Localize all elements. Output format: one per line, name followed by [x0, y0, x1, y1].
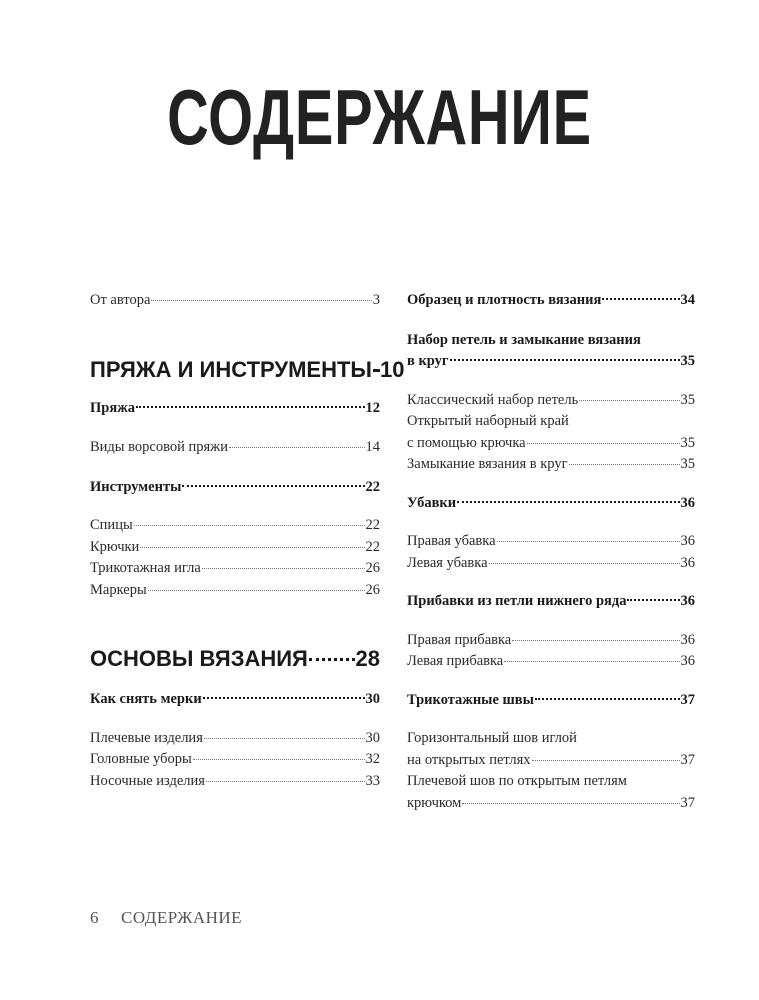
toc-item-open-edge[interactable]: с помощью крючка 35	[407, 434, 695, 451]
leader-dots	[512, 640, 679, 641]
toc-item-join-round[interactable]: Замыкание вязания в круг 35	[407, 456, 695, 472]
toc-item-shoulder-seam[interactable]: крючком 37	[407, 794, 695, 811]
toc-item-knitting-needle[interactable]: Трикотажная игла 26	[90, 560, 380, 576]
toc-chapter-yarn-tools[interactable]: ПРЯЖА И ИНСТРУМЕНТЫ 10	[90, 356, 405, 382]
toc-item-sock-garments[interactable]: Носочные изделия 33	[90, 772, 380, 789]
toc-section-decreases[interactable]: Убавки 36	[407, 494, 695, 511]
leader-dots	[148, 590, 365, 591]
toc-section-caston[interactable]: в круг 35	[407, 353, 695, 369]
leader-dots	[309, 658, 355, 661]
toc-item-needles[interactable]: Спицы 22	[90, 517, 380, 533]
toc-section-increases[interactable]: Прибавки из петли нижнего ряда 36	[407, 593, 695, 609]
toc-item-headwear[interactable]: Головные уборы 32	[90, 751, 380, 767]
toc-section-yarn[interactable]: Пряжа 12	[90, 399, 380, 416]
toc-item-markers[interactable]: Маркеры 26	[90, 581, 380, 598]
leader-dots	[204, 738, 365, 739]
toc-section-tools[interactable]: Инструменты 22	[90, 478, 380, 495]
toc-item-hooks[interactable]: Крючки 22	[90, 538, 380, 555]
toc-section-measurements[interactable]: Как снять мерки 30	[90, 691, 380, 707]
leader-dots	[527, 443, 680, 444]
leader-dots	[497, 541, 680, 542]
toc-section-seams[interactable]: Трикотажные швы 37	[407, 691, 695, 708]
page-number: 6	[90, 908, 99, 927]
running-title: СОДЕРЖАНИЕ	[121, 908, 243, 927]
toc-item-author[interactable]: От автора 3	[90, 292, 380, 308]
leader-dots	[535, 698, 680, 700]
leader-dots	[182, 485, 364, 487]
leader-dots	[450, 359, 680, 361]
leader-dots	[202, 568, 365, 569]
toc-item-horizontal-seam-line1[interactable]: Горизонтальный шов иглой	[407, 730, 577, 746]
leader-dots	[134, 525, 365, 526]
leader-dots	[627, 599, 679, 601]
toc-item-shoulder-seam-line1[interactable]: Плечевой шов по открытым петлям	[407, 773, 627, 789]
leader-dots	[193, 759, 365, 760]
leader-dots	[136, 406, 365, 408]
leader-dots	[140, 547, 364, 548]
toc-item-open-edge-line1[interactable]: Открытый наборный край	[407, 413, 569, 429]
leader-dots	[457, 501, 679, 503]
page-title: СОДЕРЖАНИЕ	[167, 73, 592, 161]
leader-dots	[462, 803, 679, 804]
leader-dots	[532, 760, 680, 761]
toc-item-classic-caston[interactable]: Классический набор петель 35	[407, 391, 695, 408]
leader-dots	[151, 300, 371, 301]
leader-dots	[373, 369, 379, 372]
leader-dots	[569, 464, 680, 465]
toc-item-left-decrease[interactable]: Левая убавка 36	[407, 554, 695, 571]
toc-section-gauge[interactable]: Образец и плотность вязания 34	[407, 292, 695, 308]
page-footer	[90, 908, 242, 928]
toc-item-right-increase[interactable]: Правая прибавка 36	[407, 631, 695, 648]
toc-section-caston-line1[interactable]: Набор петель и замыкание вязания	[407, 331, 641, 348]
toc-item-yarn-types[interactable]: Виды ворсовой пряжи 14	[90, 439, 380, 455]
toc-chapter-basics[interactable]: ОСНОВЫ ВЯЗАНИЯ 28	[90, 646, 380, 671]
toc-item-horizontal-seam[interactable]: на открытых петлях 37	[407, 751, 695, 768]
leader-dots	[602, 298, 679, 300]
toc-item-right-decrease[interactable]: Правая убавка 36	[407, 533, 695, 549]
leader-dots	[504, 661, 679, 662]
leader-dots	[203, 697, 365, 699]
toc-item-left-increase[interactable]: Левая прибавка 36	[407, 653, 695, 669]
leader-dots	[489, 563, 680, 564]
toc-item-shoulder-garments[interactable]: Плечевые изделия 30	[90, 729, 380, 746]
toc-left-column	[90, 286, 405, 792]
leader-dots	[229, 447, 365, 448]
leader-dots	[579, 400, 679, 401]
toc-right-column	[407, 286, 695, 814]
leader-dots	[206, 781, 365, 782]
